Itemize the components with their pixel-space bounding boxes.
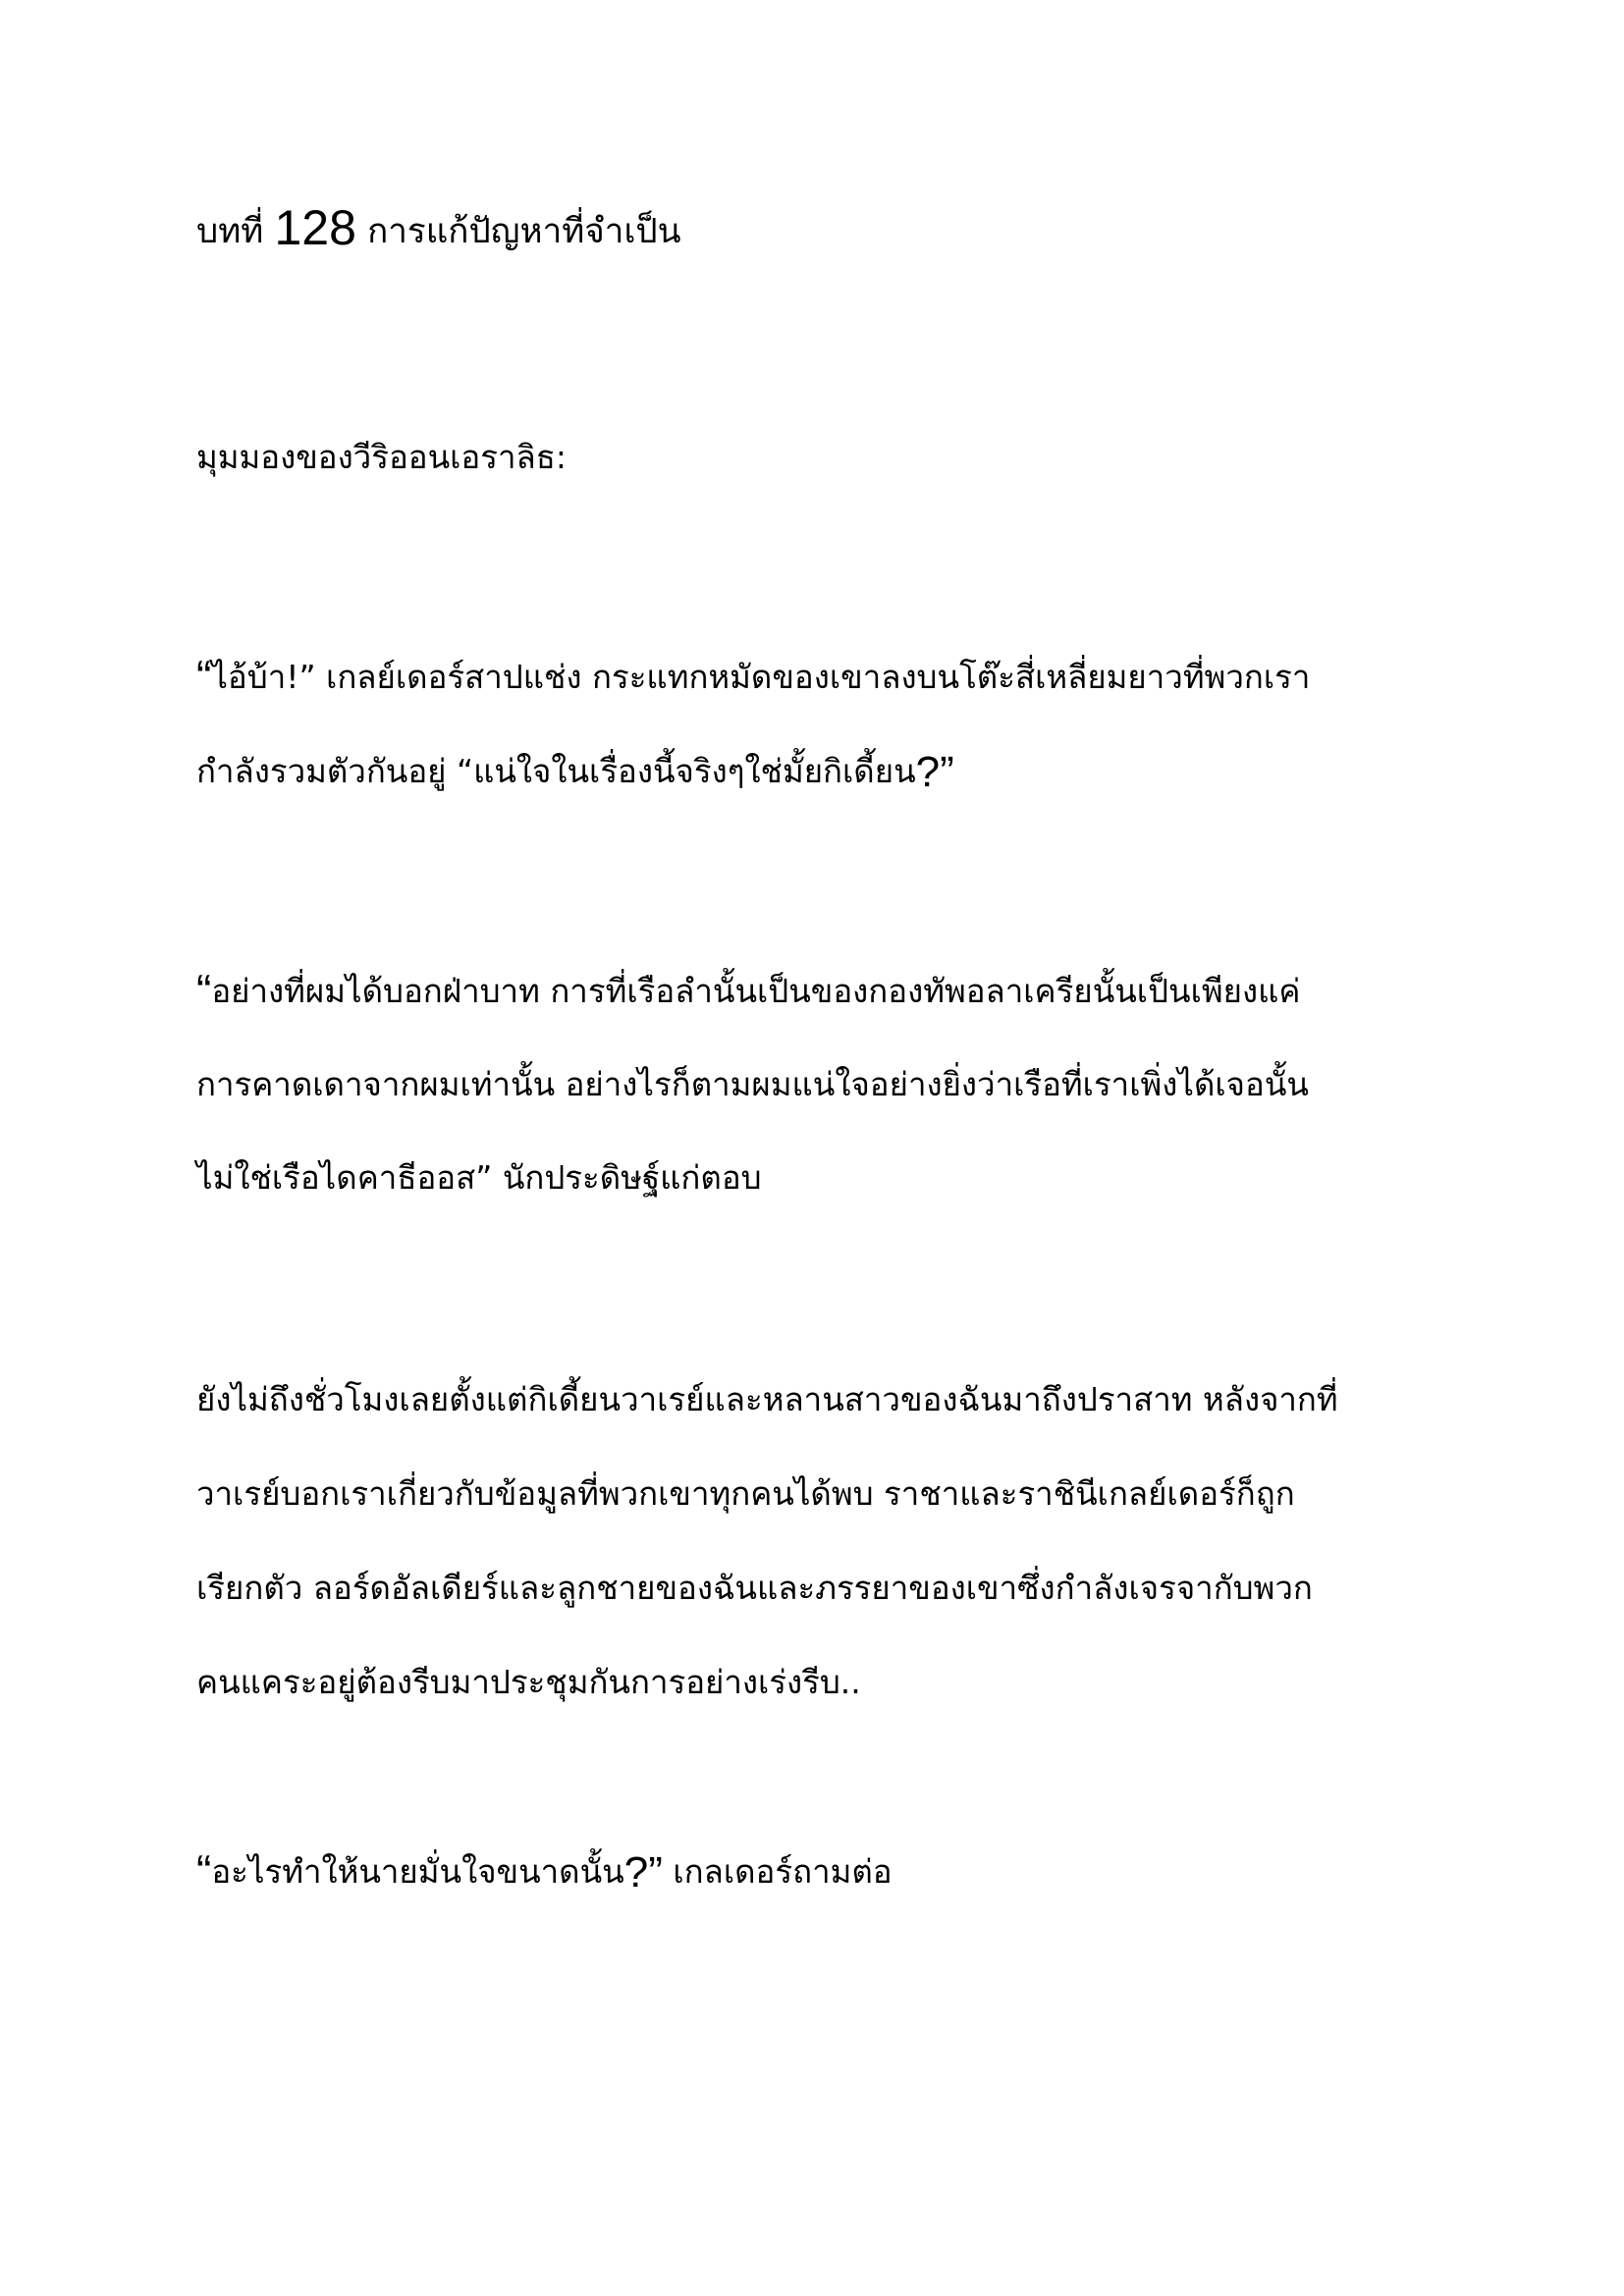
paragraph-2-line-1 bbox=[196, 967, 1300, 1015]
paragraph-2-line-3: ไม่ใช่เรือไดคาธีออส” นักประดิษฐ์แก่ตอบ bbox=[196, 1158, 762, 1197]
paragraph-1-text: ไอ้บ้า!” เกลย์เดอร์สาปแช่ง กระแทกหมัดของเขาลงบนโต๊ะสี่เหลี่ยมยาวที่พวกเรา bbox=[211, 658, 1311, 696]
paragraph-1-line-2 bbox=[196, 748, 954, 796]
paragraph-4-text: อะไรทำให้นายมั่นใจขนาดนั้น bbox=[211, 1852, 624, 1891]
paragraph-1-text: กำลังรวมตัวกันอยู่ “แน่ใจในเรื่องนี้จริงๆใช่มั้ยกิเดี้ยน bbox=[196, 752, 916, 790]
paragraph-3-line-3: เรียกตัว ลอร์ดอัลเดียร์และลูกชายของฉันและภรรยาของเขาซึ่งกำลังเจรจากับพวก bbox=[196, 1569, 1313, 1607]
chapter-title-prefix: บทที่ bbox=[196, 212, 275, 251]
open-quote: “ bbox=[196, 1845, 212, 1896]
paragraph-2-text: อย่างที่ผมได้บอกฝ่าบาท การที่เรือลำนั้นเป็นของกองทัพอลาเครียนั้นเป็นเพียงแค่ bbox=[211, 972, 1301, 1010]
chapter-title-text: การแก้ปัญหาที่จำเป็น bbox=[355, 212, 681, 251]
paragraph-4-tail: เกลเดอร์ถามต่อ bbox=[662, 1852, 893, 1891]
paragraph-3-line-4: คนแคระอยู่ต้องรีบมาประชุมกันการอย่างเร่งรีบ.. bbox=[196, 1663, 861, 1701]
paragraph-3-line-2: วาเรย์บอกเราเกี่ยวกับข้อมูลที่พวกเขาทุกคนได้พบ ราชาและราชินีเกลย์เดอร์ก็ถูก bbox=[196, 1474, 1295, 1513]
chapter-number: 128 bbox=[274, 200, 356, 255]
paragraph-3-line-1: ยังไม่ถึงชั่วโมงเลยตั้งแต่กิเดี้ยนวาเรย์และหลานสาวของฉันมาถึงปราสาท หลังจากที่ bbox=[196, 1380, 1338, 1418]
open-quote: “ bbox=[196, 965, 212, 1016]
paragraph-4-line-1 bbox=[196, 1847, 893, 1896]
chapter-title bbox=[196, 200, 681, 255]
pov-heading: มุมมองของวีริออนเอราลิธ: bbox=[196, 438, 567, 476]
paragraph-1-line-1 bbox=[196, 653, 1310, 701]
closing-question-mark: ?” bbox=[623, 1848, 663, 1896]
closing-question-mark: ?” bbox=[915, 748, 954, 796]
paragraph-2-line-2: การคาดเดาจากผมเท่านั้น อย่างไรก็ตามผมแน่ใจอย่างยิ่งว่าเรือที่เราเพิ่งได้เจอนั้น bbox=[196, 1065, 1309, 1103]
open-quote: “ bbox=[196, 651, 212, 702]
